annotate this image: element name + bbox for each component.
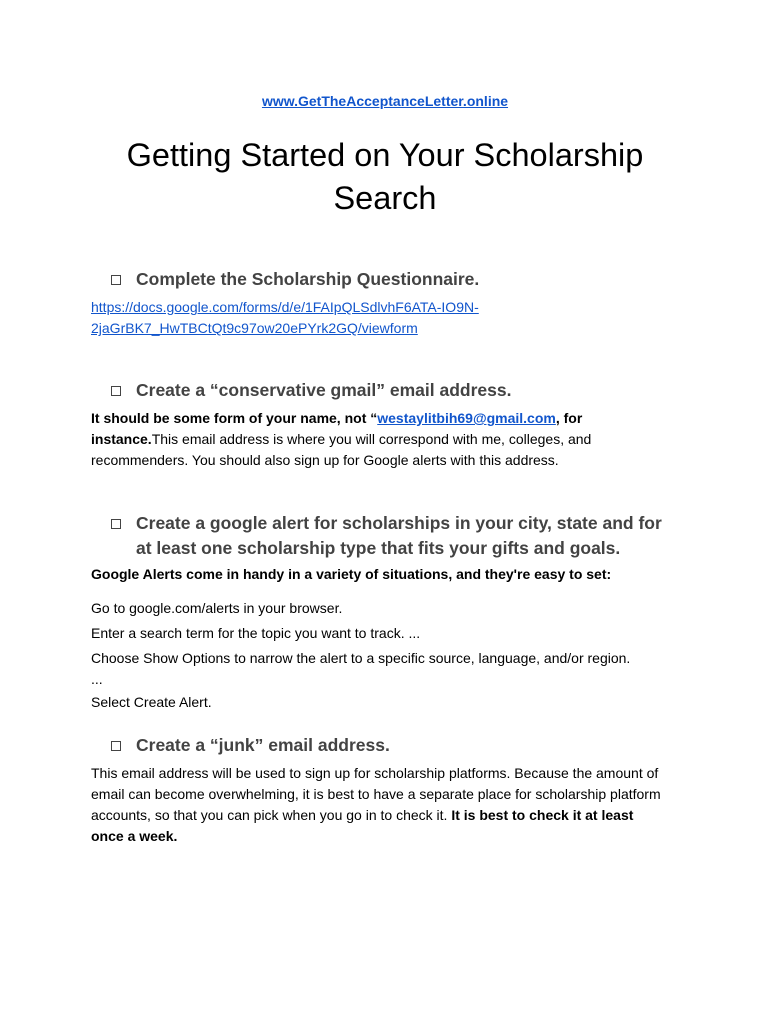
- alert-step-line: Enter a search term for the topic you want to track. ...: [91, 625, 421, 641]
- step-junk-email: [111, 733, 681, 758]
- checkbox-icon[interactable]: [111, 519, 121, 529]
- gmail-bold-prefix: It should be some form of your name, not “: [91, 410, 378, 426]
- junk-email-bold-end: It is best to check it at least once a week.: [91, 807, 634, 844]
- step-gmail: [111, 378, 681, 403]
- step-google-alert: [111, 511, 681, 561]
- checkbox-icon[interactable]: [111, 741, 121, 751]
- step-junk-email-paragraph: [91, 763, 661, 847]
- step-questionnaire: [111, 267, 681, 292]
- example-email-link[interactable]: westaylitbih69@gmail.com: [377, 410, 556, 426]
- checkbox-icon[interactable]: [111, 386, 121, 396]
- title-line-1: Getting Started on Your Scholarship: [126, 137, 644, 173]
- step-gmail-paragraph: [91, 408, 671, 471]
- title-line-2: Search: [333, 180, 437, 216]
- step-gmail-heading: Create a “conservative gmail” email address.: [136, 380, 512, 400]
- site-link-container: [0, 93, 770, 109]
- checkbox-icon[interactable]: [111, 275, 121, 285]
- alert-step-line: Choose Show Options to narrow the alert to a specific source, language, and/or region.: [91, 650, 631, 666]
- site-link[interactable]: www.GetTheAcceptanceLetter.online: [261, 93, 509, 109]
- gmail-bold-suffix: , for instance.: [91, 410, 583, 447]
- junk-email-body: This email address will be used to sign up for scholarship platforms. Because the amount of email can become overwhelming, it is best to have a separate place for scholarship platform accounts, so that you can pick when you go in to check it.: [91, 765, 661, 823]
- step-google-alert-heading: Create a google alert for scholarships in your city, state and for at least one scholarship type that fits your gifts and goals.: [136, 513, 662, 558]
- questionnaire-url-line-2[interactable]: 2jaGrBK7_HwTBCtQt9c97ow20ePYrk2GQ/viewform: [91, 320, 418, 336]
- questionnaire-url: [91, 297, 691, 339]
- alert-step-line: ...: [91, 671, 103, 687]
- page-title: [0, 134, 770, 220]
- google-alert-intro: [91, 564, 671, 585]
- alert-step-line: Go to google.com/alerts in your browser.: [91, 600, 343, 616]
- gmail-body-text: This email address is where you will correspond with me, colleges, and recommenders. You should also sign up for Google alerts with this address.: [91, 431, 592, 468]
- step-junk-email-heading: Create a “junk” email address.: [136, 735, 390, 755]
- google-alert-intro-text: Google Alerts come in handy in a variety of situations, and they're easy to set:: [91, 566, 612, 582]
- step-questionnaire-heading: Complete the Scholarship Questionnaire.: [136, 269, 480, 289]
- alert-step-line: Select Create Alert.: [91, 694, 212, 710]
- questionnaire-url-line-1[interactable]: https://docs.google.com/forms/d/e/1FAIpQLSdlvhF6ATA-IO9N-: [91, 299, 479, 315]
